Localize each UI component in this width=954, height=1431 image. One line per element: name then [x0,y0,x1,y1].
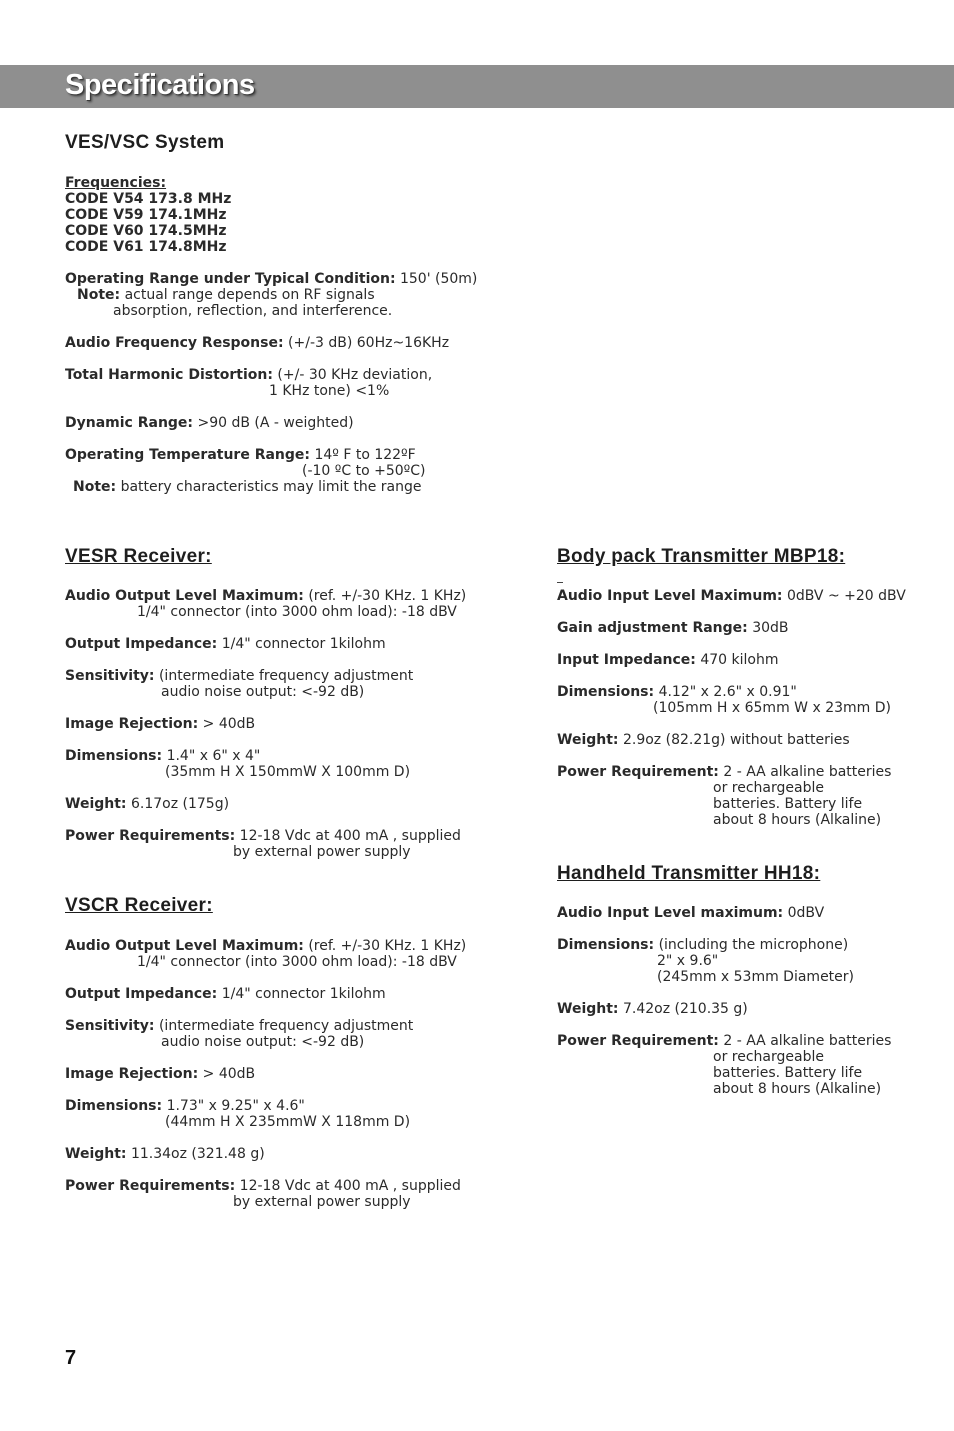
thd-spec: Total Harmonic Distortion: (+/- 30 KHz deviation, [65,367,433,383]
weight-spec: Weight: 2.9oz (82.21g) without batteries [557,732,850,748]
operating-range-note: Note: actual range depends on RF signals [77,287,375,303]
operating-temperature-spec: Operating Temperature Range: 14º F to 122ºF [65,447,416,463]
power-requirement-spec: Power Requirement: 2 - AA alkaline batteries [557,764,892,780]
stray-mark [557,582,563,583]
header-banner [0,65,954,108]
dimensions-cont: (245mm x 53mm Diameter) [657,969,855,985]
weight-spec: Weight: 6.17oz (175g) [65,796,230,812]
frequency-code: CODE V59 174.1MHz [65,207,227,223]
weight-spec: Weight: 11.34oz (321.48 g) [65,1146,265,1162]
power-requirements-spec: Power Requirements: 12-18 Vdc at 400 mA , supplied [65,828,461,844]
hh18-specs [557,905,891,1097]
vesr-receiver-specs [65,588,466,860]
page-title: Specifications [65,69,255,101]
frequency-code: CODE V61 174.8MHz [65,239,227,255]
dimensions-cont: (44mm H X 235mmW X 118mm D) [165,1114,411,1130]
operating-range-spec: Operating Range under Typical Condition: 150' (50m) [65,271,478,287]
frequency-code: CODE V60 174.5MHz [65,223,227,239]
vscr-receiver-specs [65,938,466,1210]
dimensions-spec: Dimensions: 1.73" x 9.25" x 4.6" [65,1098,305,1114]
frequency-code: CODE V54 173.8 MHz [65,191,232,207]
output-impedance-spec: Output Impedance: 1/4" connector 1kilohm [65,986,386,1002]
mbp18-title: Body pack Transmitter MBP18: [557,546,846,567]
input-impedance-spec: Input Impedance: 470 kilohm [557,652,779,668]
image-rejection-spec: Image Rejection: > 40dB [65,1066,256,1082]
audio-output-level-spec: Audio Output Level Maximum: (ref. +/-30 KHz. 1 KHz) [65,588,467,604]
audio-output-level-cont: 1/4" connector (into 3000 ohm load): -18 dBV [137,954,457,970]
hh18-title: Handheld Transmitter HH18: [557,863,821,884]
power-requirement-cont: about 8 hours (Alkaline) [713,812,882,828]
dynamic-range-spec: Dynamic Range: >90 dB (A - weighted) [65,415,354,431]
page-number: 7 [65,1347,77,1369]
audio-frequency-response-spec: Audio Frequency Response: (+/-3 dB) 60Hz~16KHz [65,335,450,351]
power-requirements-cont: by external power supply [233,844,411,860]
power-requirement-cont: or rechargeable [713,1049,824,1065]
sensitivity-spec: Sensitivity: (intermediate frequency adjustment [65,1018,414,1034]
ves-vsc-title: VES/VSC System [65,132,225,153]
power-requirements-spec: Power Requirements: 12-18 Vdc at 400 mA , supplied [65,1178,461,1194]
vesr-receiver-title: VESR Receiver: [65,546,212,567]
ves-vsc-specs [65,175,477,495]
dimensions-spec: Dimensions: 4.12" x 2.6" x 0.91" [557,684,797,700]
frequencies-label: Frequencies: [65,175,167,191]
temperature-note: Note: battery characteristics may limit the range [73,479,422,495]
dimensions-cont: (35mm H X 150mmW X 100mm D) [165,764,411,780]
image-rejection-spec: Image Rejection: > 40dB [65,716,256,732]
audio-input-level-spec: Audio Input Level maximum: 0dBV [557,905,825,921]
power-requirement-spec: Power Requirement: 2 - AA alkaline batteries [557,1033,892,1049]
power-requirement-cont: about 8 hours (Alkaline) [713,1081,882,1097]
weight-spec: Weight: 7.42oz (210.35 g) [557,1001,748,1017]
operating-range-note-cont: absorption, reflection, and interference. [113,303,393,319]
dimensions-spec: Dimensions: (including the microphone) [557,937,849,953]
thd-spec-cont: 1 KHz tone) <1% [269,383,390,399]
audio-input-level-spec: Audio Input Level Maximum: 0dBV ~ +20 dBV [557,588,906,604]
sensitivity-spec: Sensitivity: (intermediate frequency adjustment [65,668,414,684]
power-requirement-cont: or rechargeable [713,780,824,796]
dimensions-cont: (105mm H x 65mm W x 23mm D) [653,700,891,716]
operating-temperature-cont: (-10 ºC to +50ºC) [302,463,426,479]
mbp18-specs [557,588,906,828]
power-requirement-cont: batteries. Battery life [713,1065,863,1081]
gain-adjustment-spec: Gain adjustment Range: 30dB [557,620,789,636]
sensitivity-cont: audio noise output: <-92 dB) [161,1034,365,1050]
sensitivity-cont: audio noise output: <-92 dB) [161,684,365,700]
output-impedance-spec: Output Impedance: 1/4" connector 1kilohm [65,636,386,652]
audio-output-level-cont: 1/4" connector (into 3000 ohm load): -18 dBV [137,604,457,620]
power-requirement-cont: batteries. Battery life [713,796,863,812]
dimensions-spec: Dimensions: 1.4" x 6" x 4" [65,748,261,764]
power-requirements-cont: by external power supply [233,1194,411,1210]
audio-output-level-spec: Audio Output Level Maximum: (ref. +/-30 KHz. 1 KHz) [65,938,467,954]
vscr-receiver-title: VSCR Receiver: [65,895,213,916]
dimensions-cont: 2" x 9.6" [657,953,719,969]
